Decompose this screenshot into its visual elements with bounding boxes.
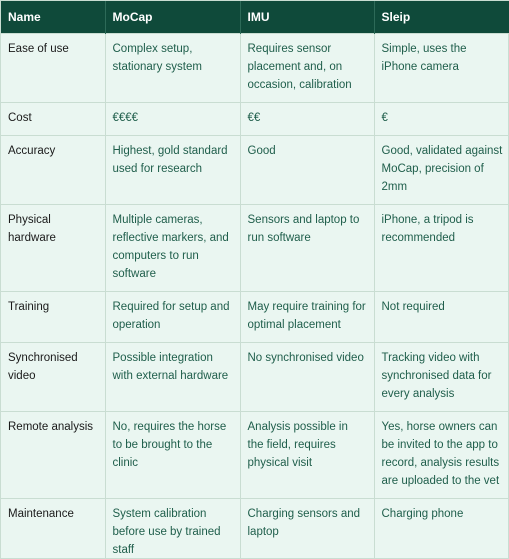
header-sleip: Sleip bbox=[374, 1, 509, 34]
cell-mocap: Possible integration with external hardware bbox=[105, 343, 240, 412]
row-label: Training bbox=[1, 292, 105, 343]
table-row bbox=[1, 499, 509, 559]
cell-imu: No synchronised video bbox=[240, 343, 374, 412]
row-label: Synchronised video bbox=[1, 343, 105, 412]
cell-sleip: Yes, horse owners can be invited to the app to record, analysis results are uploaded to the vet bbox=[374, 412, 509, 499]
table-row bbox=[1, 292, 509, 343]
cell-mocap: Highest, gold standard used for research bbox=[105, 136, 240, 205]
row-label: Cost bbox=[1, 103, 105, 136]
cell-mocap: Required for setup and operation bbox=[105, 292, 240, 343]
cell-sleip: Tracking video with synchronised data for every analysis bbox=[374, 343, 509, 412]
cell-sleip: Not required bbox=[374, 292, 509, 343]
cell-imu: Charging sensors and laptop bbox=[240, 499, 374, 559]
row-label: Maintenance bbox=[1, 499, 105, 559]
cell-mocap: No, requires the horse to be brought to the clinic bbox=[105, 412, 240, 499]
header-row bbox=[1, 1, 509, 34]
header-imu: IMU bbox=[240, 1, 374, 34]
cell-imu: Sensors and laptop to run software bbox=[240, 205, 374, 292]
cell-mocap: €€€€ bbox=[105, 103, 240, 136]
cell-mocap: Complex setup, stationary system bbox=[105, 34, 240, 103]
cell-sleip: € bbox=[374, 103, 509, 136]
row-label: Remote analysis bbox=[1, 412, 105, 499]
cell-imu: May require training for optimal placement bbox=[240, 292, 374, 343]
cell-imu: Requires sensor placement and, on occasion, calibration bbox=[240, 34, 374, 103]
comparison-table bbox=[1, 1, 509, 559]
table-header bbox=[1, 1, 509, 34]
header-mocap: MoCap bbox=[105, 1, 240, 34]
table-row bbox=[1, 205, 509, 292]
cell-sleip: Good, validated against MoCap, precision of 2mm bbox=[374, 136, 509, 205]
row-label: Accuracy bbox=[1, 136, 105, 205]
table-body bbox=[1, 34, 509, 559]
cell-mocap: Multiple cameras, reflective markers, and computers to run software bbox=[105, 205, 240, 292]
cell-sleip: Simple, uses the iPhone camera bbox=[374, 34, 509, 103]
cell-sleip: iPhone, a tripod is recommended bbox=[374, 205, 509, 292]
cell-imu: €€ bbox=[240, 103, 374, 136]
header-name: Name bbox=[1, 1, 105, 34]
table-row bbox=[1, 412, 509, 499]
cell-imu: Good bbox=[240, 136, 374, 205]
cell-mocap: System calibration before use by trained staff bbox=[105, 499, 240, 559]
table-row bbox=[1, 34, 509, 103]
row-label: Physical hardware bbox=[1, 205, 105, 292]
cell-imu: Analysis possible in the field, requires physical visit bbox=[240, 412, 374, 499]
table-row bbox=[1, 136, 509, 205]
table-row bbox=[1, 343, 509, 412]
cell-sleip: Charging phone bbox=[374, 499, 509, 559]
row-label: Ease of use bbox=[1, 34, 105, 103]
table-row bbox=[1, 103, 509, 136]
